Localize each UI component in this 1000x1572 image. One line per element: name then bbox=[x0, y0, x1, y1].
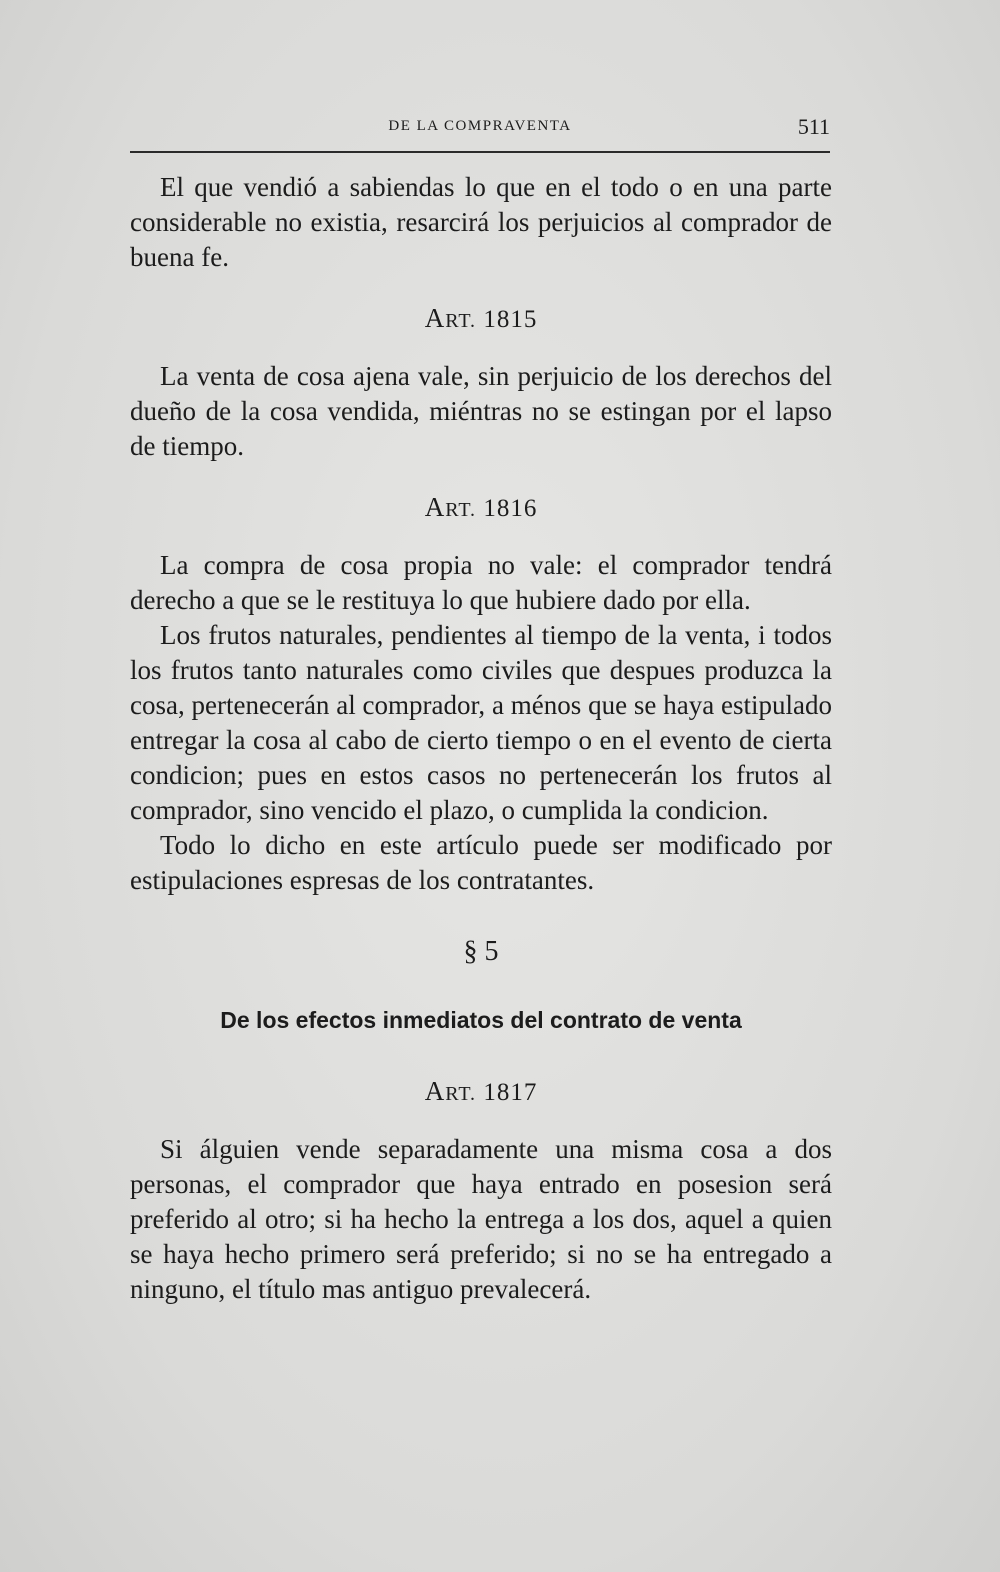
article-label-initial: A bbox=[424, 303, 446, 333]
article-label-initial: A bbox=[424, 492, 446, 522]
article-number: 1815 bbox=[483, 306, 538, 333]
header-rule bbox=[130, 151, 830, 153]
paragraph-1815: La venta de cosa ajena vale, sin perjuicio de los derechos del dueño de la cosa vendida, miéntras no se estingan por el lapso de tiempo. bbox=[130, 361, 832, 461]
section-mark: § 5 bbox=[463, 936, 499, 967]
page-header bbox=[130, 114, 830, 144]
paragraph-intro: El que vendió a sabiendas lo que en el todo o en una parte considerable no existia, resarcirá los perjuicios al comprador de buena fe. bbox=[130, 172, 832, 272]
article-label-initial: A bbox=[424, 1076, 446, 1106]
article-heading-1817 bbox=[130, 1074, 832, 1112]
article-label-rest: RT. bbox=[445, 310, 477, 332]
page-number: 511 bbox=[797, 114, 830, 139]
paragraph-1816-a: La compra de cosa propia no vale: el comprador tendrá derecho a que se le restituya lo que hubiere dado por ella. bbox=[130, 550, 832, 615]
running-head: DE LA COMPRAVENTA bbox=[388, 118, 572, 134]
section-title: De los efectos inmediatos del contrato de venta bbox=[220, 1007, 742, 1033]
paragraph-1816-c: Todo lo dicho en este artículo puede ser modificado por estipulaciones espresas de los contratantes. bbox=[130, 830, 832, 895]
article-number: 1816 bbox=[483, 495, 538, 522]
paragraph-1817: Si álguien vende separadamente una misma cosa a dos personas, el comprador que haya entrado en posesion será preferido al otro; si ha hecho la entrega a los dos, aquel a quien se haya hecho primero será preferido; si no se ha entregado a ninguno, el título mas antiguo prevalecerá. bbox=[130, 1134, 832, 1304]
article-heading-1816 bbox=[130, 490, 832, 528]
paragraph-1816-b: Los frutos naturales, pendientes al tiempo de la venta, i todos los frutos tanto naturales como civiles que despues produzca la cosa, pertenecerán al comprador, a ménos que se haya estipulado entregar la cosa al cabo de cierto tiempo o en el evento de cierta condicion; pues en estos casos no pertenecerán los frutos al comprador, sino vencido el plazo, o cumplida la condicion. bbox=[130, 620, 832, 825]
article-number: 1817 bbox=[483, 1079, 538, 1106]
article-label-rest: RT. bbox=[445, 1083, 477, 1105]
article-heading-1815 bbox=[130, 301, 832, 339]
article-label-rest: RT. bbox=[445, 499, 477, 521]
page-body bbox=[130, 170, 832, 1307]
